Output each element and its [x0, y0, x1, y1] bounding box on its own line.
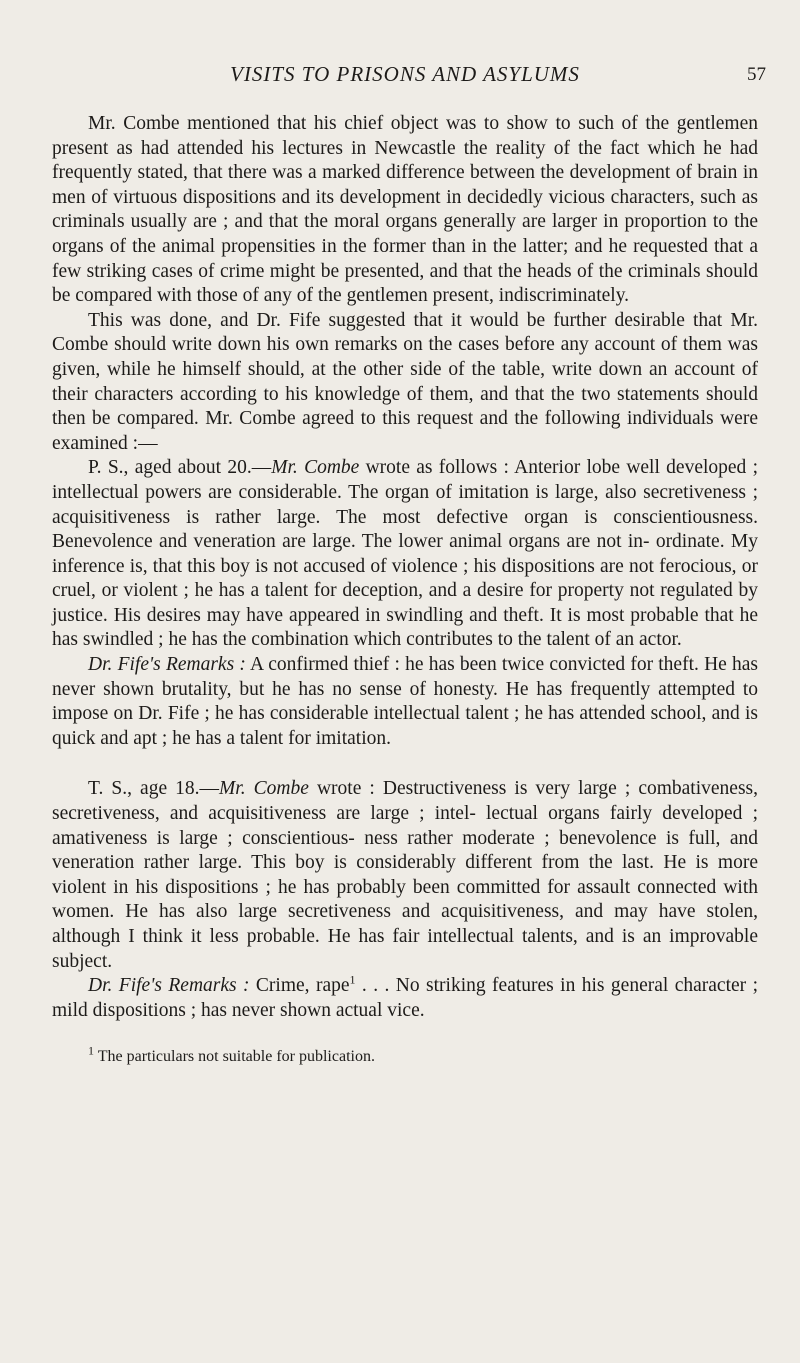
case-author: Mr. Combe: [219, 778, 309, 800]
footnote: [52, 1044, 758, 1067]
page-number: 57: [747, 64, 766, 85]
running-head: [52, 62, 766, 92]
footnote-text: The particulars not suitable for publication.: [97, 1048, 375, 1066]
paragraph-introduction: [52, 112, 758, 309]
remarks-heading: Dr. Fife's Remarks :: [88, 975, 250, 997]
paragraph-text: wrote as follows : Anterior lobe well developed ; intellectual powers are considerable. The organ of imitation is large, also secretiveness ; acquisitiveness is rather large. The most defective organ is conscientiousness. Benevolence and veneration are large. The lower animal organs are not in- ordinate. My inference is, that this boy is not accused of violence ; his dispositions are not ferocious, or cruel, or violent ; he has a talent for deception, and a desire for property not regulated by justice. His desires may have appeared in swindling and theft. It is most probable that he has swindled ; he has the combination which contributes to the talent of an actor.: [52, 457, 758, 651]
paragraph-text: . . . No striking features in his general character ; mild dispositions ; has never shown actual vice.: [52, 975, 758, 1021]
case-lead: P. S., aged about 20.—: [88, 457, 272, 479]
case-ts-fife-remarks: [52, 974, 758, 1023]
paragraph-text: This was done, and Dr. Fife suggested that it would be further desirable that Mr. Combe should write down his own remarks on the cases before any account of them was given, while he himself should, at the other side of the table, write down an account of their characters according to his knowledge of them, and that the two statements should then be compared. Mr. Combe agreed to this request and the following individuals were examined :—: [52, 309, 758, 454]
body-text: [52, 112, 758, 1067]
footnote-marker: 1: [88, 1044, 94, 1059]
paragraph-text: Mr. Combe mentioned that his chief object was to show to such of the gentlemen present as had attended his lectures in Newcastle the reality of the fact which he had frequently stated, that there was a marked difference between the development of brain in men of virtuous dispositions and its development in decidedly vicious characters, such as criminals usually are ; and that the moral organs generally are larger in proportion to the organs of the animal propensities in the former than in the latter; and he requested that a few striking cases of crime might be presented, and that the heads of the criminals should be compared with those of any of the gentlemen present, indiscriminately.: [52, 113, 758, 307]
book-page: [52, 62, 766, 1342]
running-title: VISITS TO PRISONS AND ASYLUMS: [230, 62, 580, 86]
paragraph-procedure: [52, 309, 758, 457]
case-lead: T. S., age 18.—: [88, 778, 220, 800]
case-ps-fife-remarks: [52, 653, 758, 751]
paragraph-text: Crime, rape: [249, 975, 350, 997]
remarks-heading: Dr. Fife's Remarks :: [88, 654, 246, 676]
footnote-reference: 1: [349, 972, 356, 987]
case-ps-combe-remarks: [52, 456, 758, 653]
paragraph-text: A confirmed thief : he has been twice convicted for theft. He has never shown brutality, but he has no sense of honesty. He has frequently attempted to impose on Dr. Fife ; he has considerable intellectual talent ; he has attended school, and is quick and apt ; he has a talent for imitation.: [52, 654, 758, 749]
case-ts-combe-remarks: [52, 777, 758, 974]
case-author: Mr. Combe: [271, 457, 360, 479]
paragraph-text: wrote : Destructiveness is very large ; combativeness, secretiveness, and acquisitiveness are large ; intel- lectual organs fairly developed ; amativeness is large ; conscientious- ness rather moderate ; benevolence is full, and veneration rather large. This boy is considerably different from the last. He is more violent in his dispositions ; he has probably been committed for assault connected with women. He has also large secretiveness and acquisitiveness, and may have stolen, although I think it less probable. He has fair intellectual talents, and is an improvable subject.: [52, 778, 759, 972]
